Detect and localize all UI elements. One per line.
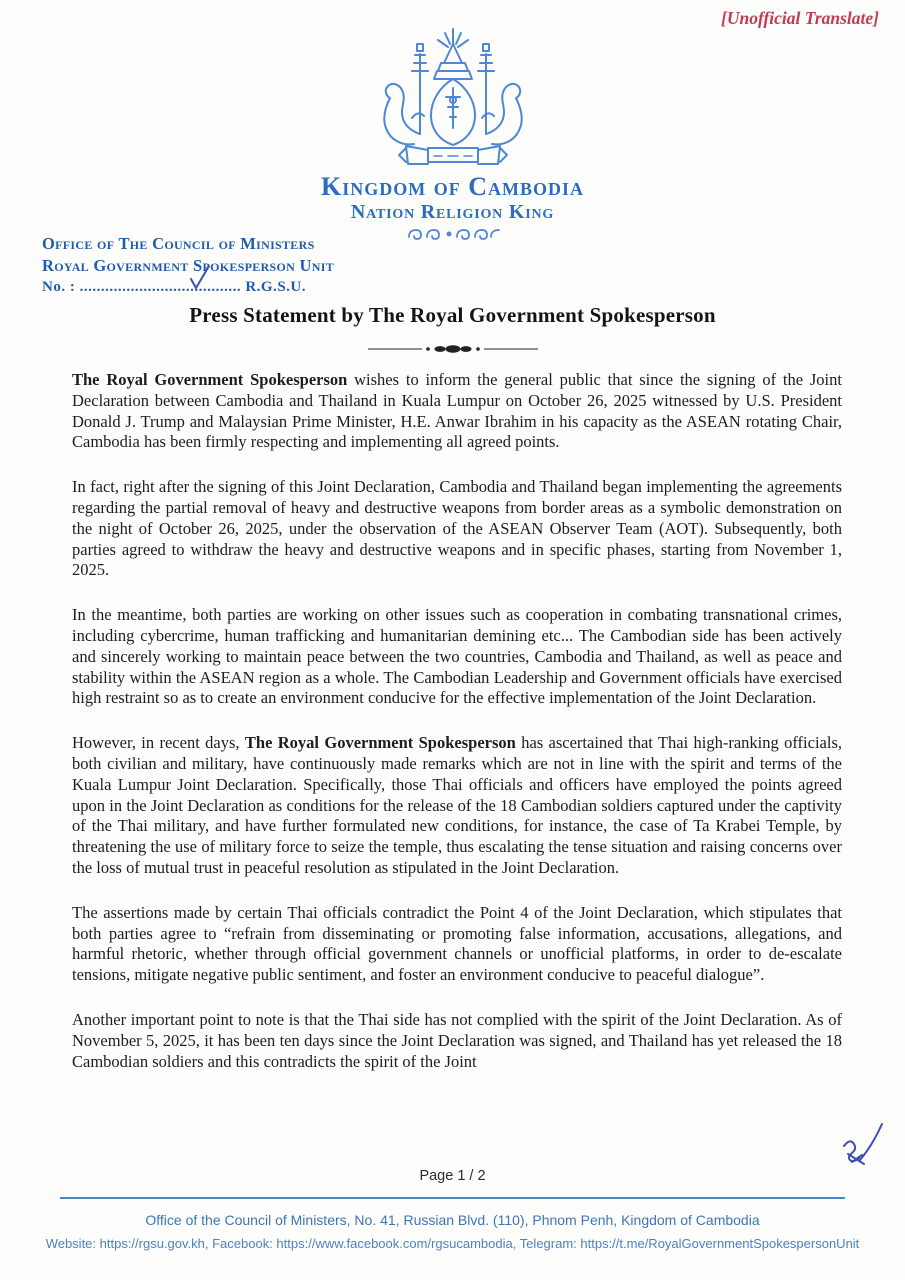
- handwritten-initials-icon: [836, 1118, 892, 1175]
- kingdom-title: Kingdom of Cambodia: [321, 172, 584, 201]
- footer-address: Office of the Council of Ministers, No. 41, Russian Blvd. (110), Phnom Penh, Kingdom of Cambodia: [145, 1212, 760, 1228]
- paragraph: The Royal Government Spokesperson wishes to inform the general public that since the signing of the Joint Declaration between Cambodia and Thailand in Kuala Lumpur on October 26, 2025 witnessed by U.S. President Donald J. Trump and Malaysian Prime Minister, H.E. Anwar Ibrahim in his capacity as the ASEAN rotating Chair, Cambodia has been firmly respecting and implementing all agreed points.: [72, 370, 842, 452]
- footer-divider: [60, 1197, 845, 1199]
- ornament-divider-icon: [368, 342, 538, 360]
- number-dots: ......................................: [79, 279, 242, 295]
- document-body: [72, 370, 842, 1096]
- paragraph: The assertions made by certain Thai officials contradict the Point 4 of the Joint Declaration, which stipulates that both parties agree to “refrain from disseminating or promoting false information, accusations, allegations, and harmful rhetoric, whether through official government channels or unofficial platforms, in order to de-escalate tensions, mitigate negative public sentiment, and foster an environment conducive to peaceful dialogue”.: [72, 902, 842, 985]
- paragraph: In the meantime, both parties are working on other issues such as cooperation in combating transnational crimes, including cybercrime, human trafficking and humanitarian demining etc... The Cambodian side has been actively and sincerely working to maintain peace between the two countries, Cambodia and Thailand, as well as peace and stability within the ASEAN region as a whole. The Cambodian Leadership and Government officials have exercised high restraint so as to create an environment conducive for the effective implementation of the Joint Declaration.: [72, 605, 842, 708]
- number-suffix: R.G.S.U.: [241, 279, 307, 295]
- number-prefix: No. :: [42, 279, 80, 295]
- unofficial-translate-tag: [Unofficial Translate]: [721, 8, 879, 28]
- paragraph: However, in recent days, The Royal Government Spokesperson has ascertained that Thai high-ranking officials, both civilian and military, have continuously made remarks which are not in line with the spirit and terms of the Kuala Lumpur Joint Declaration. Specifically, those Thai officials and officers have employed the points agreed upon in the Joint Declaration as conditions for the release of the 18 Cambodian soldiers captured under the captivity of the Thai military, and have further formulated new conditions, for instance, the case of Ta Krabei Temple, by threatening the use of military force to seize the temple, thus escalating the tense situation and raising concerns over the loss of mutual trust in peaceful resolution as stipulated in the Joint Declaration.: [72, 733, 842, 877]
- paragraph: Another important point to note is that the Thai side has not complied with the spirit of the Joint Declaration. As of November 5, 2025, it has been ten days since the Joint Declaration was signed, and Thailand has yet released the 18 Cambodian soldiers and this contradicts the spirit of the Joint: [72, 1009, 842, 1071]
- handwritten-checkmark-icon: [188, 263, 212, 299]
- royal-arms-emblem-icon: [368, 26, 538, 179]
- office-line-1: Office of The Council of Ministers: [42, 234, 315, 253]
- document-title: Press Statement by The Royal Government Spokesperson: [189, 303, 716, 327]
- footer-links: Website: https://rgsu.gov.kh, Facebook: https://www.facebook.com/rgsucambodia, Telegram: https://t.me/RoyalGovernmentSpokespersonUnit: [45, 1236, 860, 1251]
- document-number-line: [42, 277, 334, 299]
- page-number: Page 1 / 2: [419, 1168, 486, 1184]
- motto: Nation Religion King: [350, 201, 555, 223]
- paragraph: In fact, right after the signing of this Joint Declaration, Cambodia and Thailand began implementing the agreements regarding the partial removal of heavy and destructive weapons from border areas as a symbolic demonstration on the night of October 26, 2025, under the observation of the ASEAN Observer Team (AOT). Subsequently, both parties agreed to withdraw the heavy and destructive weapons and in specific phases, starting from November 1, 2025.: [72, 477, 842, 580]
- office-block: [42, 233, 334, 299]
- office-line-2: Royal Government Spokesperson Unit: [42, 255, 335, 275]
- ornament-flourish-icon: [405, 227, 501, 246]
